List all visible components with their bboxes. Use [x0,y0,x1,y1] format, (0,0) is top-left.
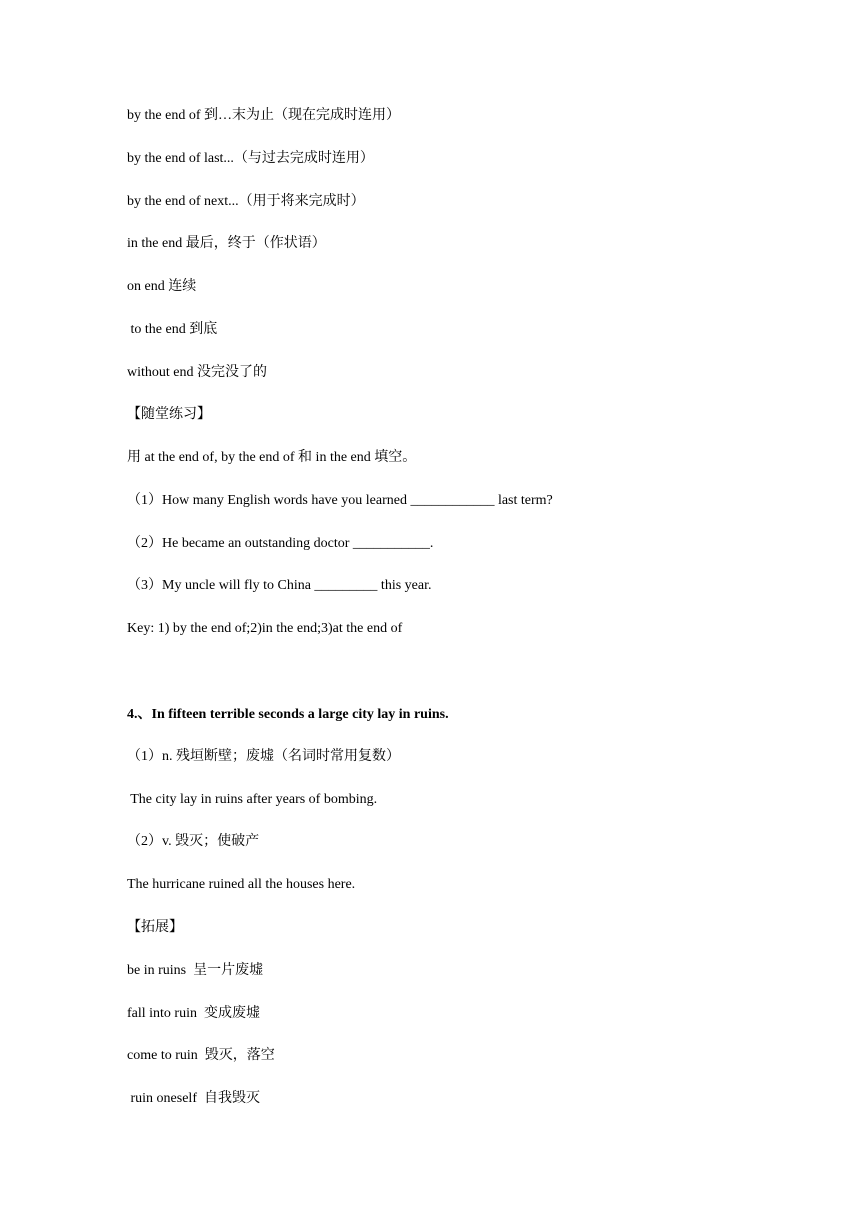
phrase-come-to-ruin: come to ruin 毁灭，落空 [127,1048,275,1063]
section-title-ruins: 4.、In fifteen terrible seconds a large city lay in ruins. [127,707,449,722]
section-heading-practice: 【随堂练习】 [127,407,211,422]
example-noun: The city lay in ruins after years of bombing. [127,792,378,807]
definition-verb: （2）v. 毁灭；使破产 [127,834,260,849]
phrase-by-the-end-of-next: by the end of next...（用于将来完成时） [127,194,365,209]
phrase-ruin-oneself: ruin oneself 自我毁灭 [127,1091,260,1106]
exercise-item-3: （3）My uncle will fly to China _________ this year. [127,578,432,593]
phrase-fall-into-ruin: fall into ruin 变成废墟 [127,1006,260,1021]
phrase-in-the-end: in the end 最后，终于（作状语） [127,236,326,251]
section-heading-extension: 【拓展】 [127,920,183,935]
definition-noun: （1）n. 残垣断壁；废墟（名词时常用复数） [127,749,400,764]
exercise-item-2: （2）He became an outstanding doctor ___________. [127,536,434,551]
example-verb: The hurricane ruined all the houses here. [127,877,356,892]
exercise-item-1: （1）How many English words have you learned ____________ last term? [127,493,553,508]
phrase-without-end: without end 没完没了的 [127,365,267,380]
phrase-by-the-end-of: by the end of 到…末为止（现在完成时连用） [127,108,400,123]
phrase-by-the-end-of-last: by the end of last...（与过去完成时连用） [127,151,374,166]
exercise-instruction: 用 at the end of, by the end of 和 in the end 填空。 [127,450,417,465]
phrase-to-the-end: to the end 到底 [127,322,218,337]
phrase-on-end: on end 连续 [127,279,197,294]
phrase-be-in-ruins: be in ruins 呈一片废墟 [127,963,264,978]
answer-key: Key: 1) by the end of;2)in the end;3)at the end of [127,621,403,636]
